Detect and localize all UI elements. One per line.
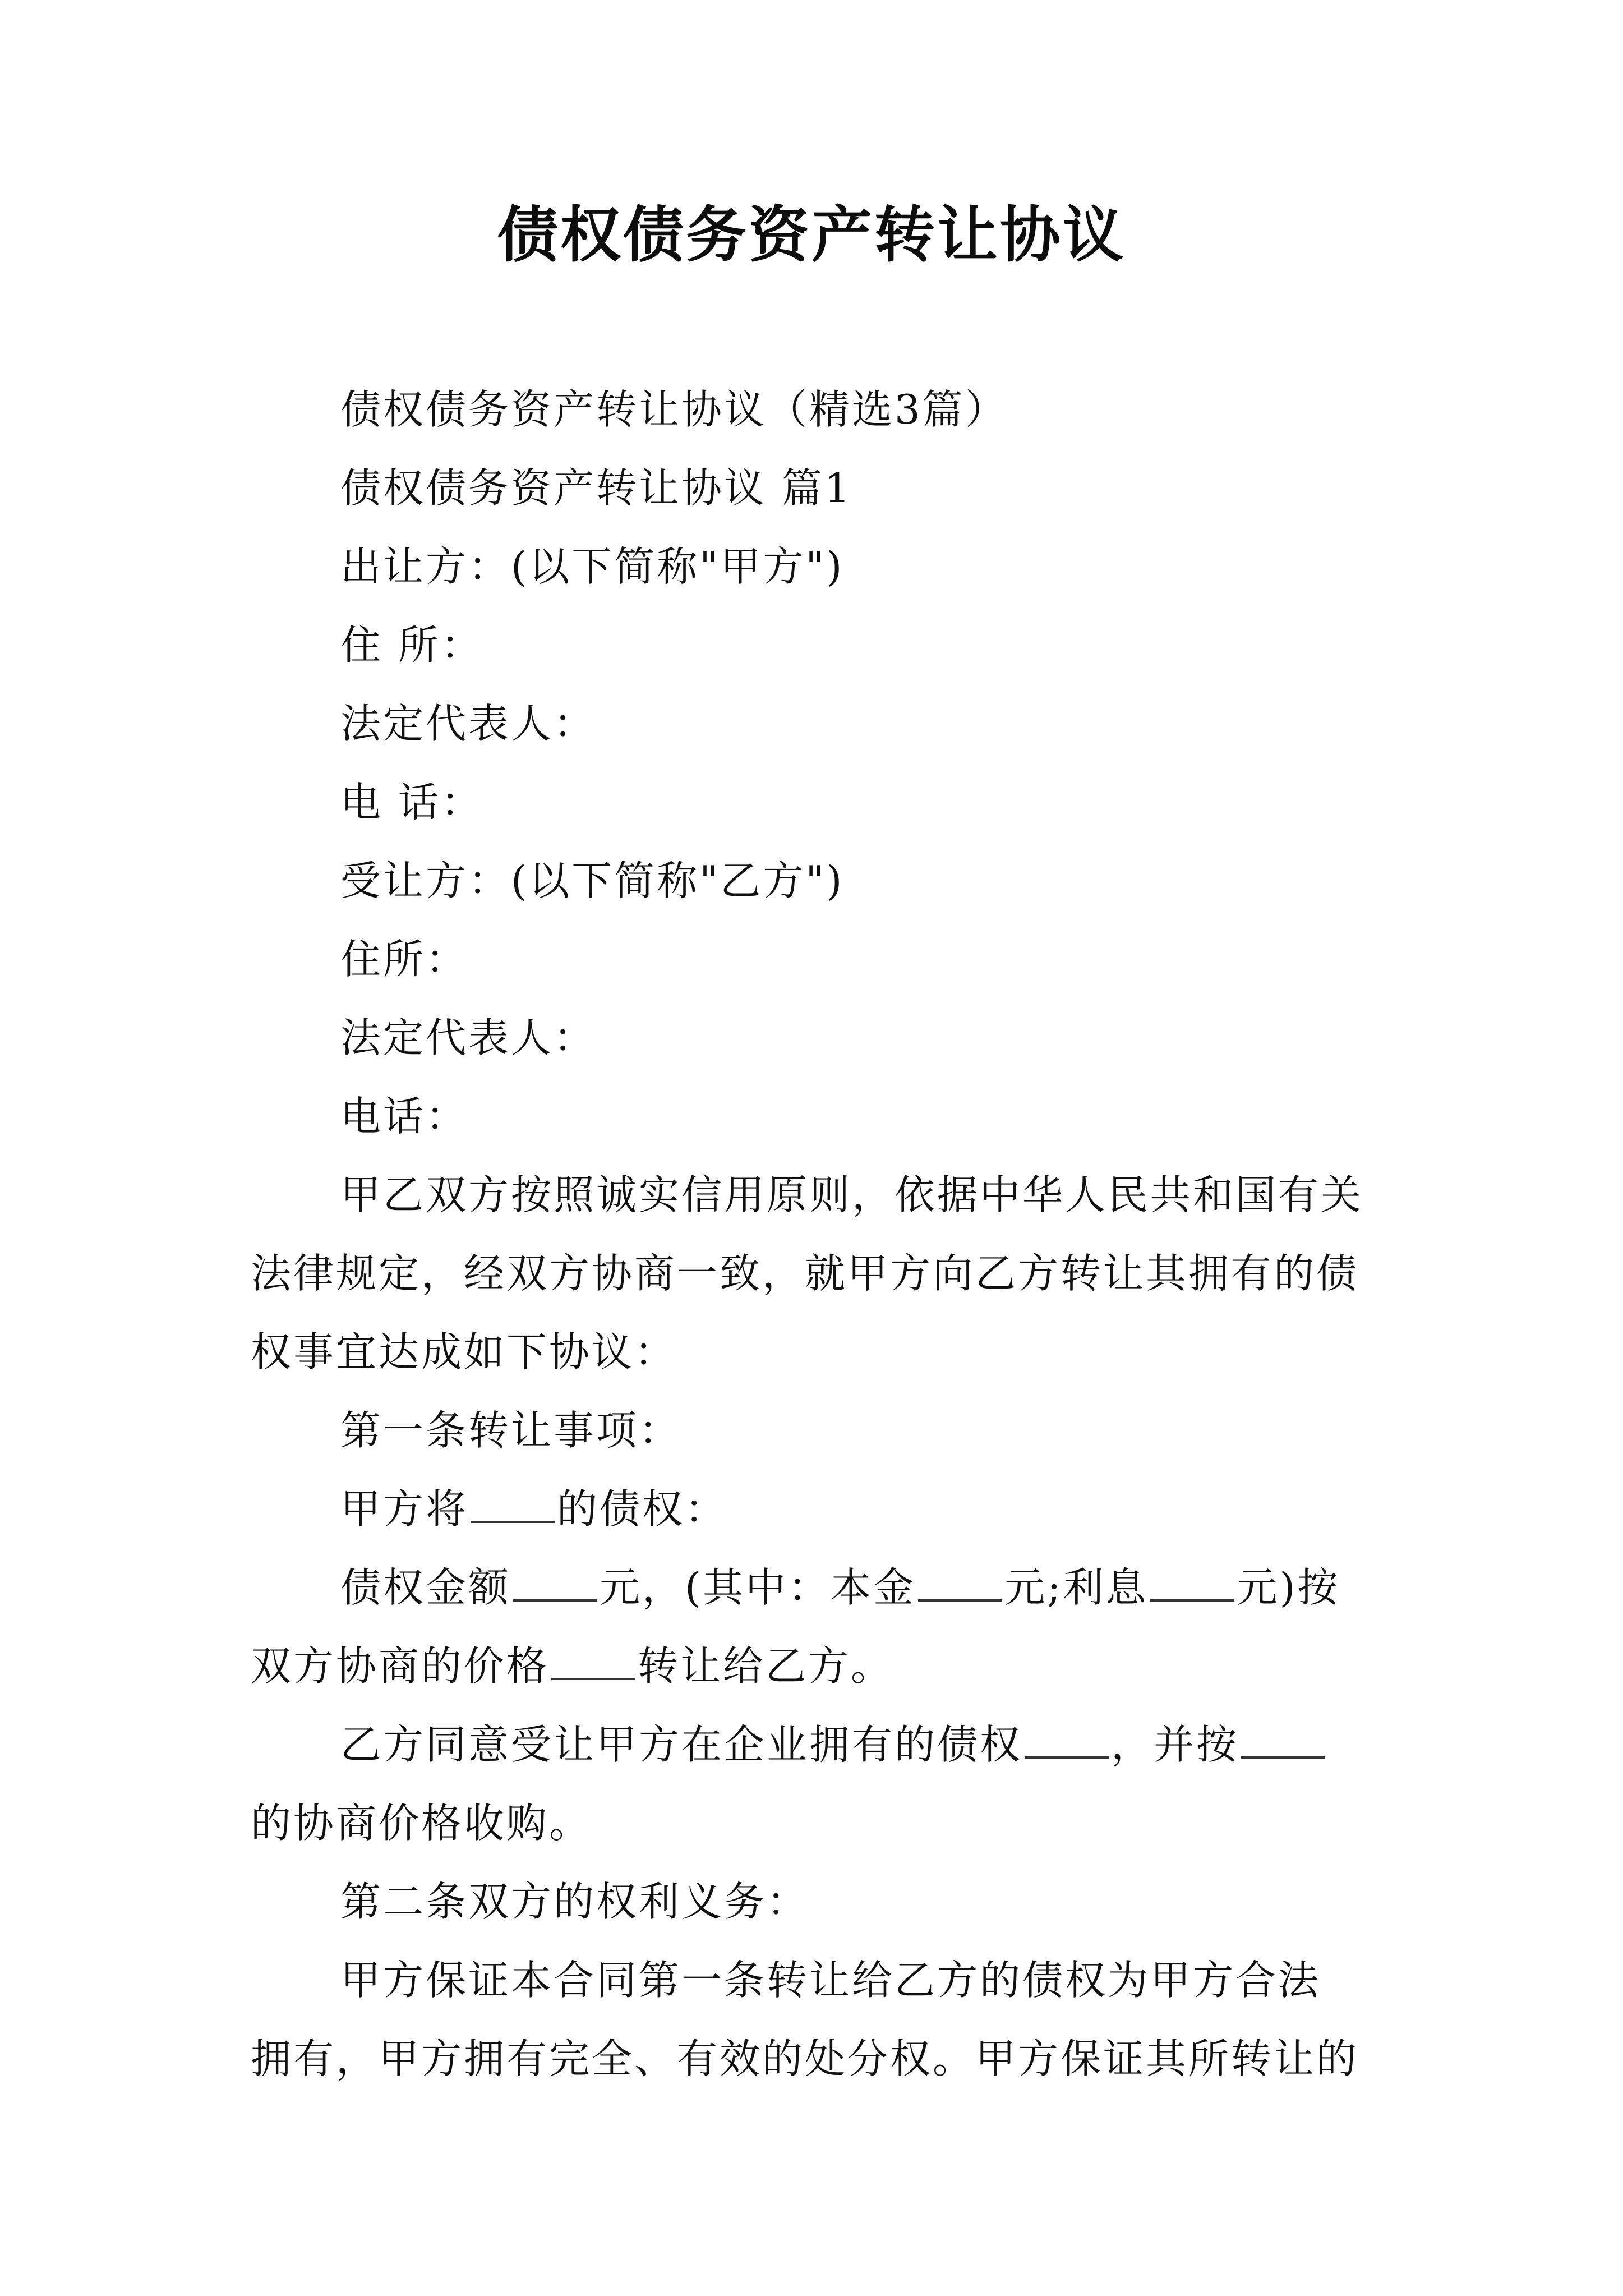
text-segment: 债权金额 — [340, 1564, 511, 1611]
fill-blank — [1150, 1566, 1234, 1602]
fill-blank — [471, 1487, 555, 1523]
text-segment: 元)按 — [1237, 1564, 1340, 1611]
text-segment: ，并按 — [1111, 1721, 1239, 1768]
article-one-heading: 第一条转让事项： — [340, 1407, 682, 1454]
text-segment: 转让给乙方。 — [638, 1642, 894, 1690]
text-segment: 元;利息 — [1004, 1564, 1149, 1611]
paragraph-preamble-line1: 甲乙双方按照诚实信用原则，依据中华人民共和国有关 — [340, 1171, 1364, 1218]
article-one-price-line — [251, 1627, 1384, 1705]
paragraph-transferee: 受让方：(以下简称"乙方") — [340, 857, 845, 904]
paragraph-section-heading: 债权债务资产转让协议 篇1 — [340, 464, 852, 512]
text-segment: 乙方同意受让甲方在企业拥有的债权 — [340, 1721, 1023, 1768]
fill-blank — [551, 1644, 635, 1680]
fill-blank — [1241, 1723, 1325, 1759]
paragraph-transferee-phone: 电话： — [340, 1093, 469, 1140]
document-body — [251, 370, 1384, 2098]
paragraph-transferee-address: 住所： — [340, 936, 469, 983]
article-two-line1: 甲方保证本合同第一条转让给乙方的债权为甲方合法 — [340, 1957, 1321, 2004]
paragraph-transferor-rep: 法定代表人： — [340, 700, 597, 747]
article-two-heading: 第二条双方的权利义务： — [340, 1878, 810, 1925]
text-segment: 的债权： — [557, 1485, 728, 1533]
text-segment: 元，(其中：本金 — [600, 1564, 916, 1611]
paragraph-transferee-rep: 法定代表人： — [340, 1014, 597, 1061]
paragraph-preamble-line3: 权事宜达成如下协议： — [251, 1328, 677, 1375]
paragraph-subtitle: 债权债务资产转让协议（精选3篇） — [340, 386, 1008, 433]
article-two-line2: 拥有，甲方拥有完全、有效的处分权。甲方保证其所转让的 — [251, 2035, 1359, 2082]
fill-blank — [918, 1566, 1002, 1602]
document-title: 债权债务资产转让协议 — [497, 200, 1126, 270]
fill-blank — [1025, 1723, 1109, 1759]
fill-blank — [513, 1566, 597, 1602]
paragraph-transferor-phone: 电 话： — [340, 779, 483, 826]
paragraph-preamble-line2: 法律规定，经双方协商一致，就甲方向乙方转让其拥有的债 — [251, 1250, 1359, 1297]
text-segment: 双方协商的价格 — [251, 1642, 550, 1690]
text-segment: 甲方将 — [340, 1485, 469, 1533]
article-one-acceptance-line2: 的协商价格收购。 — [251, 1800, 592, 1847]
paragraph-transferor: 出让方：(以下简称"甲方") — [340, 543, 845, 590]
article-one-debt-line — [251, 1470, 1384, 1548]
paragraph-transferor-address: 住 所： — [340, 622, 483, 669]
article-one-acceptance-line — [251, 1705, 1384, 1784]
article-one-amount-line — [251, 1548, 1384, 1627]
